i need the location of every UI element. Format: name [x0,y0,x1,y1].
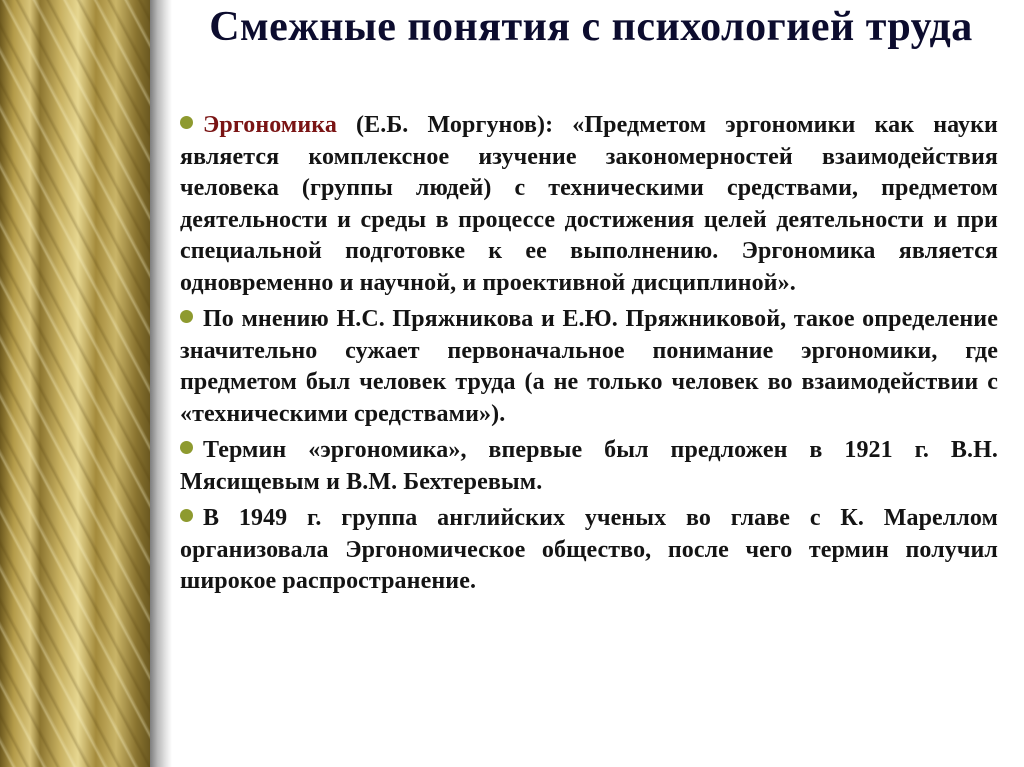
list-item [180,304,998,430]
list-item-text: В 1949 г. группа английских ученых во главе с К. Мареллом организовала Эргономическое общество, после чего термин получил широкое распространение. [180,505,998,594]
bullet-dot-icon [180,509,193,522]
bullet-list [180,110,998,603]
list-item-text: По мнению Н.С. Пряжникова и Е.Ю. Пряжниковой, такое определение значительно сужает первоначальное понимание эргономики, где предметом был человек труда (а не только человек во взаимодействии с «техническими средствами»). [180,306,998,427]
list-item-text: (Е.Б. Моргунов): «Предметом эргономики как науки является комплексное изучение закономерностей взаимодействия человека (группы людей) с техническими средствами, предметом деятельности и среды в процессе достижения целей деятельности и при специальной подготовке к ее выполнению. Эргономика является одновременно и научной, и проективной дисциплиной». [180,112,998,296]
bullet-dot-icon [180,441,193,454]
decorative-shadow-edge [150,0,172,767]
bullet-dot-icon [180,310,193,323]
list-item [180,435,998,498]
decorative-gold-band [0,0,150,767]
list-item [180,503,998,598]
list-item [180,110,998,299]
slide-title: Смежные понятия с психологией труда [209,4,973,50]
bullet-dot-icon [180,116,193,129]
term-highlight: Эргономика [203,112,337,138]
list-item-text: Термин «эргономика», впервые был предложен в 1921 г. В.Н. Мясищевым и В.М. Бехтеревым. [180,437,998,495]
